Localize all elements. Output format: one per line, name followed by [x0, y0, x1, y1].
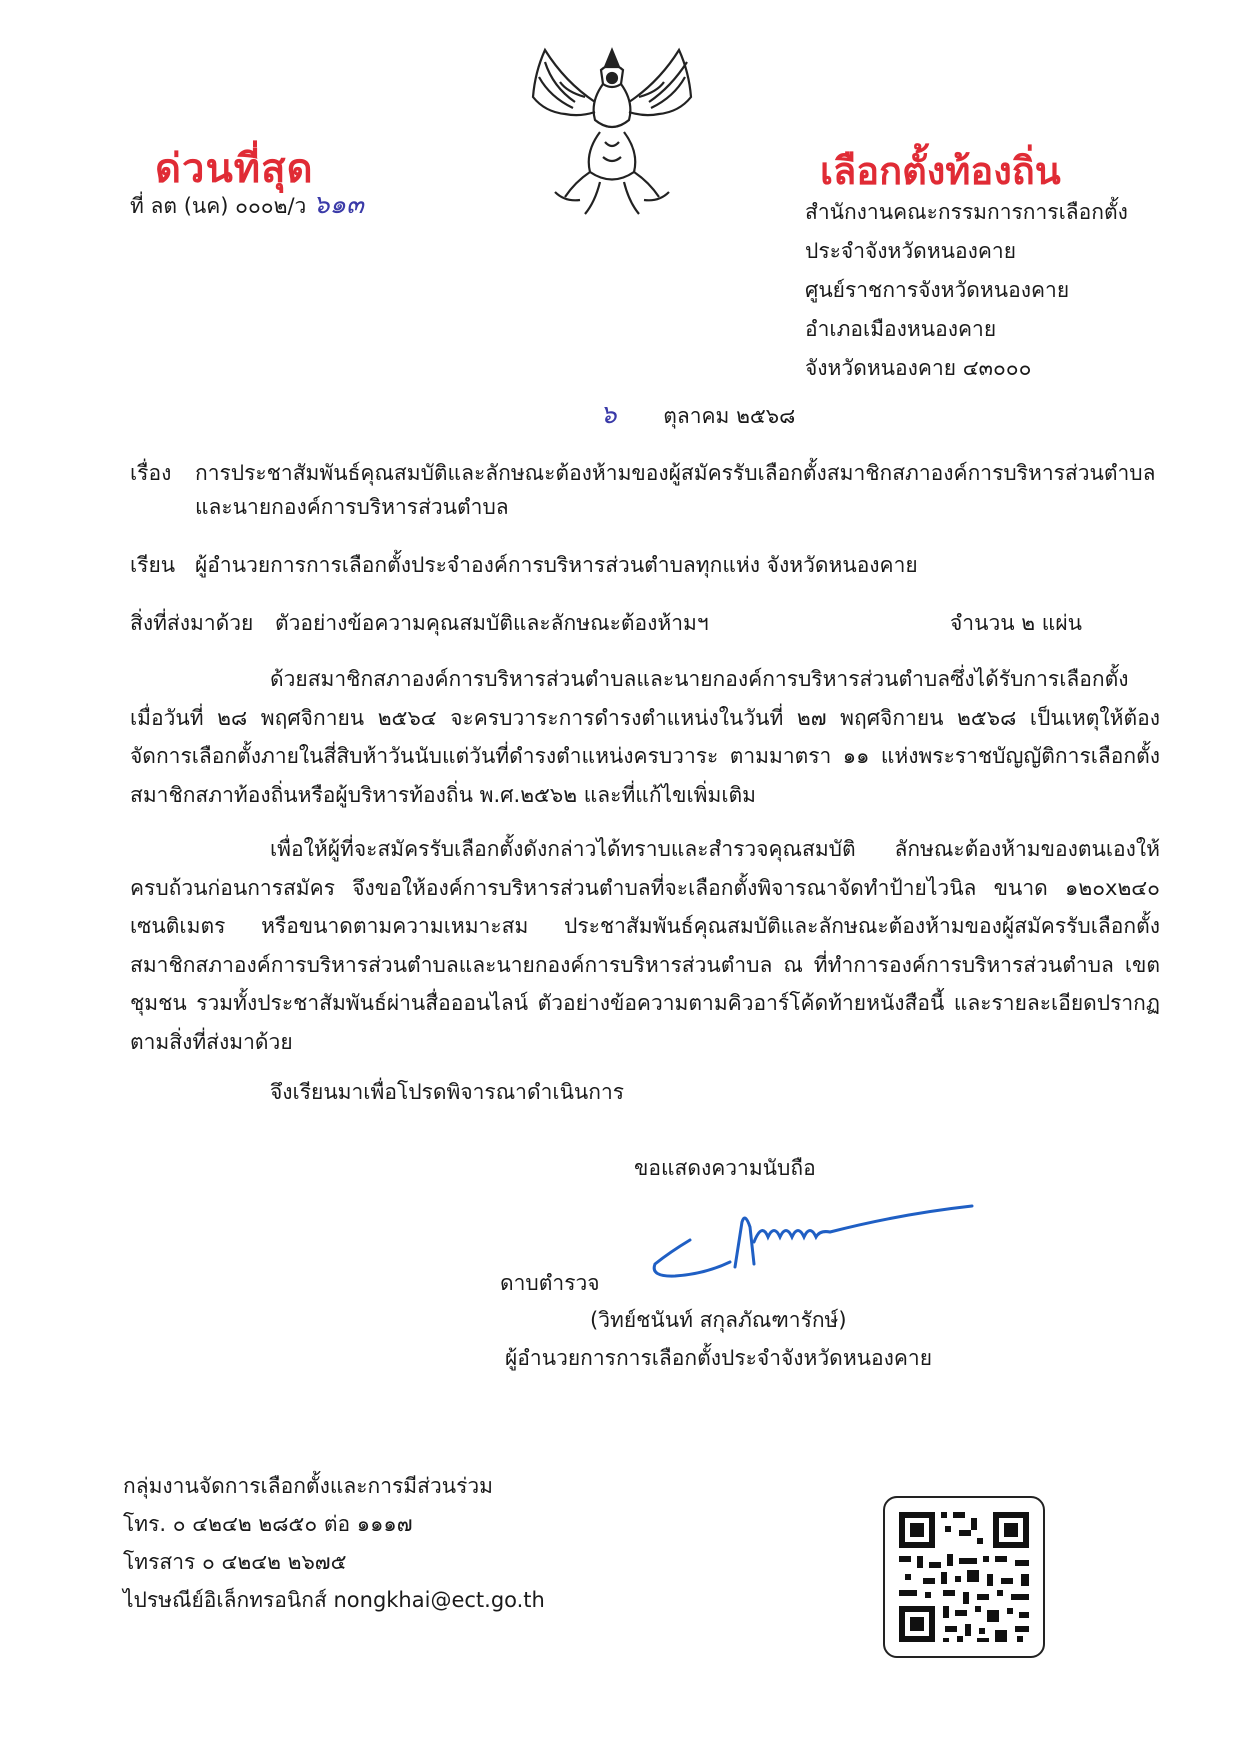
address-line: สำนักงานคณะกรรมการการเลือกตั้ง [805, 200, 1128, 224]
subject-line-1: การประชาสัมพันธ์คุณสมบัติและลักษณะต้องห้ามของผู้สมัครรับเลือกตั้งสมาชิกสภาองค์การบริหารส่วนตำบล [195, 461, 1156, 485]
garuda-emblem-icon [505, 42, 720, 222]
paragraph-text: ด้วยสมาชิกสภาองค์การบริหารส่วนตำบลและนายกองค์การบริหารส่วนตำบลซึ่งได้รับการเลือกตั้ง เมื่อวันที่ ๒๘ พฤศจิกายน ๒๕๖๔ จะครบวาระการดำรงตำแหน่งในวันที่ ๒๗ พฤศจิกายน ๒๕๖๘ เป็นเหตุให้ต้องจัดการเลือกตั้งภายในสี่สิบห้าวันนับแต่วันที่ดำรงตำแหน่งครบวาระ ตามมาตรา ๑๑ แห่งพระราชบัญญัติการเลือกตั้งสมาชิกสภาท้องถิ่นหรือผู้บริหารท้องถิ่น พ.ศ.๒๕๖๒ และที่แก้ไขเพิ่มเติม [130, 667, 1160, 807]
urgency-label: ด่วนที่สุด [155, 146, 314, 192]
signer-position: ผู้อำนวยการการเลือกตั้งประจำจังหวัดหนองคาย [505, 1346, 933, 1370]
contact-line: กลุ่มงานจัดการเลือกตั้งและการมีส่วนร่วม [123, 1474, 494, 1498]
body-paragraph-1 [130, 660, 1160, 814]
contact-line: ไปรษณีย์อิเล็กทรอนิกส์ nongkhai@ect.go.th [123, 1588, 545, 1612]
contact-line: โทรสาร ๐ ๔๒๔๒ ๒๖๗๕ [123, 1550, 347, 1574]
paragraph-text: เพื่อให้ผู้ที่จะสมัครรับเลือกตั้งดังกล่าวได้ทราบและสำรวจคุณสมบัติ ลักษณะต้องห้ามของตนเองให้ครบถ้วนก่อนการสมัคร จึงขอให้องค์การบริหารส่วนตำบลที่จะเลือกตั้งพิจารณาจัดทำป้ายไวนิล ขนาด ๑๒๐x๒๔๐ เซนติเมตร หรือขนาดตามความเหมาะสม ประชาสัมพันธ์คุณสมบัติและลักษณะต้องห้ามของผู้สมัครรับเลือกตั้งสมาชิกสภาองค์การบริหารส่วนตำบลและนายกองค์การบริหารส่วนตำบล ณ ที่ทำการองค์การบริหารส่วนตำบล เขตชุมชน รวมทั้งประชาสัมพันธ์ผ่านสื่อออนไลน์ ตัวอย่างข้อความตามคิวอาร์โค้ดท้ายหนังสือนี้ และรายละเอียดปรากฏตามสิ่งที่ส่งมาด้วย [130, 837, 1160, 1054]
address-line: อำเภอเมืองหนองคาย [805, 317, 997, 341]
qr-code-icon [883, 1496, 1045, 1658]
to-recipient: ผู้อำนวยการการเลือกตั้งประจำองค์การบริหารส่วนตำบลทุกแห่ง จังหวัดหนองคาย [195, 553, 918, 577]
contact-line: โทร. ๐ ๔๒๔๒ ๒๘๕๐ ต่อ ๑๑๑๗ [123, 1512, 413, 1536]
reference-number [130, 190, 364, 221]
body-paragraph-2 [130, 830, 1160, 1061]
enclosure-count: จำนวน ๒ แผ่น [950, 611, 1082, 635]
signer-rank: ดาบตำรวจ [500, 1271, 600, 1295]
reference-prefix: ที่ ลต (นค) ๐๐๐๒/ว [130, 194, 307, 218]
address-line: ศูนย์ราชการจังหวัดหนองคาย [805, 278, 1070, 302]
contact-block [123, 1467, 545, 1619]
enclosure-text: ตัวอย่างข้อความคุณสมบัติและลักษณะต้องห้ามฯ [275, 611, 709, 635]
reference-handwritten-number: ๖๑๓ [313, 190, 364, 220]
address-line: จังหวัดหนองคาย ๔๓๐๐๐ [805, 356, 1032, 380]
qr-code-pattern [885, 1498, 1043, 1656]
subject-line-2: และนายกองค์การบริหารส่วนตำบล [195, 495, 509, 519]
date-day-handwritten: ๖ [600, 400, 617, 430]
date-month-year: ตุลาคม ๒๕๖๘ [663, 404, 796, 428]
to-label: เรียน [130, 553, 176, 577]
regards-text: ขอแสดงความนับถือ [634, 1156, 816, 1180]
category-label: เลือกตั้งท้องถิ่น [820, 149, 1061, 193]
closing-line: จึงเรียนมาเพื่อโปรดพิจารณาดำเนินการ [270, 1080, 625, 1104]
address-line: ประจำจังหวัดหนองคาย [805, 239, 1017, 263]
document-date [600, 400, 795, 431]
office-address [805, 193, 1128, 388]
handwritten-signature [650, 1192, 990, 1292]
enclosure-label: สิ่งที่ส่งมาด้วย [130, 611, 254, 635]
signer-name: (วิทย์ชนันท์ สกุลภัณฑารักษ์) [590, 1308, 847, 1332]
subject-label: เรื่อง [130, 461, 172, 485]
